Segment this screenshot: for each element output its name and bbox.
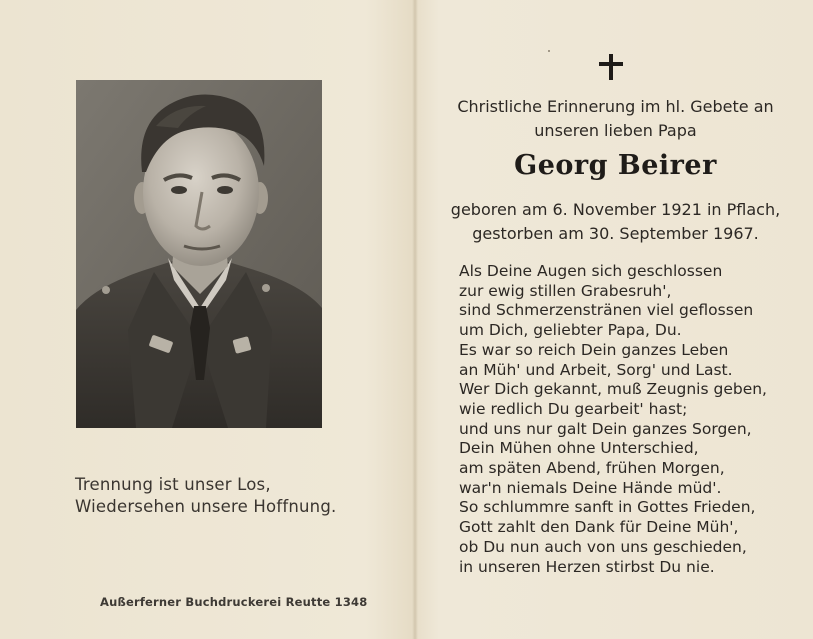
poem-line: Wer Dich gekannt, muß Zeugnis geben, bbox=[459, 380, 767, 399]
poem-line: Gott zahlt den Dank für Deine Müh', bbox=[459, 518, 739, 537]
poem-line: sind Schmerzenstränen viel geflossen bbox=[459, 301, 754, 320]
date-line: geboren am 6. November 1921 in Pflach, bbox=[450, 200, 781, 219]
portrait-photo bbox=[76, 80, 322, 428]
deceased-name: Georg Beirer bbox=[514, 150, 717, 181]
intro-line: Christliche Erinnerung im hl. Gebete an bbox=[457, 97, 774, 116]
poem-line: So schlummre sanft in Gottes Frieden, bbox=[459, 498, 756, 517]
motto-line: Trennung ist unser Los, bbox=[75, 475, 271, 494]
poem bbox=[459, 262, 767, 577]
intro-line: unseren lieben Papa bbox=[534, 121, 697, 140]
poem-line: an Müh' und Arbeit, Sorg' und Last. bbox=[459, 360, 733, 379]
cross-icon bbox=[598, 54, 624, 80]
poem-line: und uns nur galt Dein ganzes Sorgen, bbox=[459, 419, 752, 438]
life-dates bbox=[418, 198, 813, 246]
motto-line: Wiedersehen unsere Hoffnung. bbox=[75, 497, 337, 516]
poem-line: in unseren Herzen stirbst Du nie. bbox=[459, 557, 715, 576]
poem-line: war'n niemals Deine Hände müd'. bbox=[459, 478, 722, 497]
poem-line: wie redlich Du gearbeit' hast; bbox=[459, 399, 688, 418]
paper-speck bbox=[548, 50, 550, 52]
intro-text bbox=[418, 95, 813, 143]
poem-line: Als Deine Augen sich geschlossen bbox=[459, 262, 723, 280]
motto bbox=[75, 474, 336, 518]
date-line: gestorben am 30. September 1967. bbox=[472, 224, 759, 243]
poem-line: Dein Mühen ohne Unterschied, bbox=[459, 439, 699, 458]
poem-line: Es war so reich Dein ganzes Leben bbox=[459, 340, 729, 359]
poem-line: ob Du nun auch von uns geschieden, bbox=[459, 537, 747, 556]
printer-imprint: Außerferner Buchdruckerei Reutte 1348 bbox=[100, 595, 368, 609]
poem-line: am späten Abend, frühen Morgen, bbox=[459, 459, 725, 478]
poem-line: zur ewig stillen Grabesruh', bbox=[459, 281, 672, 300]
poem-line: um Dich, geliebter Papa, Du. bbox=[459, 321, 682, 340]
